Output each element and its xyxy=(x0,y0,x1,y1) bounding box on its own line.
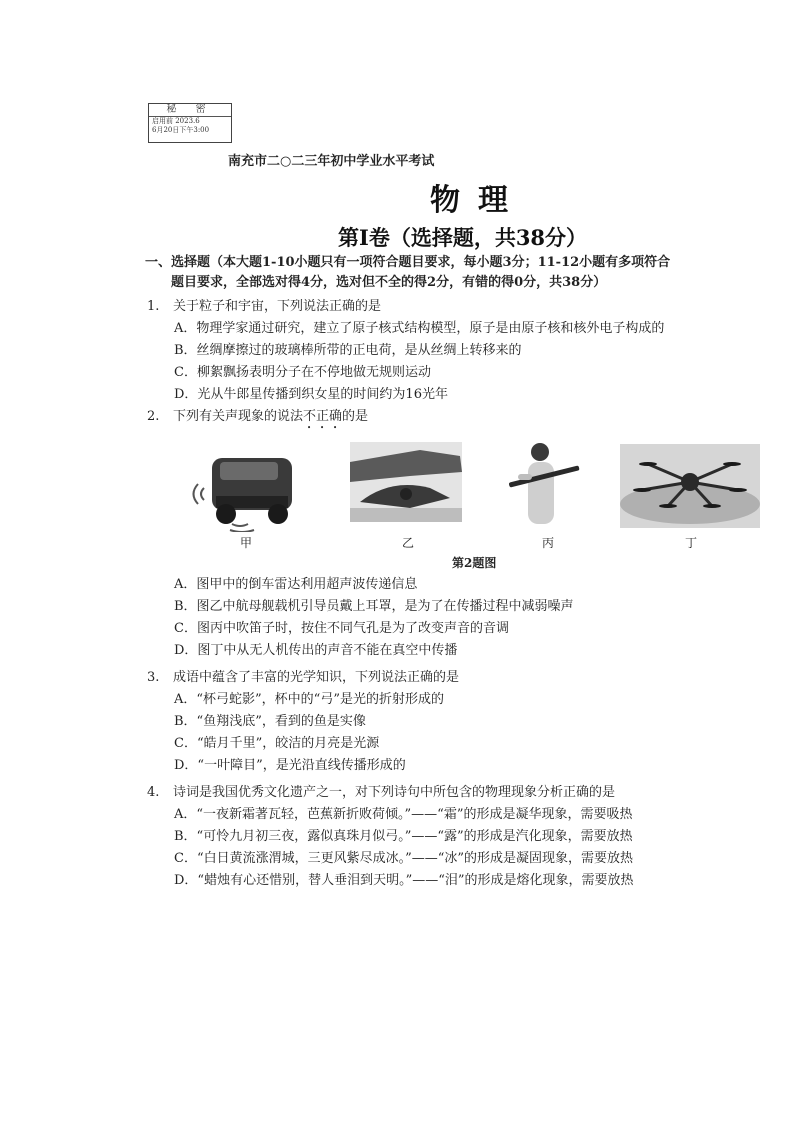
question-number: 3. xyxy=(147,670,160,685)
section-header xyxy=(145,253,790,293)
question-stem: 关于粒子和宇宙，下列说法正确的是 xyxy=(173,299,382,314)
stamp-title: 秘 密 xyxy=(149,104,231,117)
option-c: C．图丙中吹笛子时，按住不同气孔是为了改变声音的音调 xyxy=(174,621,509,636)
question-stem: 诗词是我国优秀文化遗产之一，对下列诗句中所包含的物理现象分析正确的是 xyxy=(173,785,616,800)
figure-label-yi: 乙 xyxy=(402,536,415,550)
question-number: 1. xyxy=(147,299,160,314)
option-c: C．“皓月千里”，皎洁的月亮是光源 xyxy=(174,736,380,751)
question-stem-emphasis: 不正确 xyxy=(303,409,343,424)
figure-label-jia: 甲 xyxy=(240,536,253,550)
stamp-line-1: 启用前 2023.6 xyxy=(152,117,200,125)
option-b: B．“可怜九月初三夜，露似真珠月似弓。”——“露”的形成是汽化现象，需要放热 xyxy=(174,829,633,844)
subject-title: 物理 xyxy=(430,183,526,218)
option-a: A．“杯弓蛇影”，杯中的“弓”是光的折射形成的 xyxy=(174,692,444,707)
figure-label-ding: 丁 xyxy=(685,536,698,550)
option-b: B．图乙中航母舰载机引导员戴上耳罩，是为了在传播过程中减弱噪声 xyxy=(174,599,574,614)
aircraft-carrier-image xyxy=(350,442,462,522)
exam-title: 南充市二○二三年初中学业水平考试 xyxy=(228,154,435,169)
question-1 xyxy=(147,296,787,406)
question-3 xyxy=(147,667,787,777)
option-c: C．“白日黄流涨渭城，三更风紫尽成冰。”——“冰”的形成是凝固现象，需要放热 xyxy=(174,851,634,866)
figure-label-bing: 丙 xyxy=(542,536,555,550)
question-4 xyxy=(147,782,787,892)
flute-player-image xyxy=(502,440,584,528)
question-stem: 成语中蕴含了丰富的光学知识，下列说法正确的是 xyxy=(173,670,460,685)
question-stem-pre: 下列有关声现象的说法 xyxy=(173,409,304,424)
figure-caption: 第2题图 xyxy=(452,556,497,570)
question-number: 2. xyxy=(147,409,160,424)
stamp-line-2: 6月20日下午3:00 xyxy=(152,126,210,134)
drone-image xyxy=(620,444,760,528)
option-d: D．“一叶障目”，是光沿直线传播形成的 xyxy=(174,758,406,773)
option-d: D．“蜡烛有心还惜别，替人垂泪到天明。”——“泪”的形成是熔化现象，需要放热 xyxy=(174,873,634,888)
option-a: A．“一夜新霜著瓦轻，芭蕉新折败荷倾。”——“霜”的形成是凝华现象，需要吸热 xyxy=(174,807,633,822)
question-2-figures xyxy=(190,440,790,590)
option-b: B．丝绸摩擦过的玻璃棒所带的正电荷，是从丝绸上转移来的 xyxy=(174,343,522,358)
option-d: D．光从牛郎星传播到织女星的时间约为16光年 xyxy=(174,387,448,402)
confidential-stamp xyxy=(148,103,232,143)
option-b: B．“鱼翔浅底”，看到的鱼是实像 xyxy=(174,714,366,729)
question-number: 4. xyxy=(147,785,160,800)
option-c: C．柳絮飘扬表明分子在不停地做无规则运动 xyxy=(174,365,431,380)
section-title: 一、选择题 xyxy=(145,255,211,270)
volume-title: 第Ⅰ卷（选择题，共38分） xyxy=(338,225,588,250)
section-note-line-1: （本大题1-10小题只有一项符合题目要求，每小题3分；11-12小题有多项符合 xyxy=(210,255,671,270)
option-a: A．图甲中的倒车雷达利用超声波传递信息 xyxy=(174,577,418,592)
section-note-line-2: 题目要求，全部选对得4分，选对但不全的得2分，有错的得0分，共38分） xyxy=(171,275,607,290)
question-2 xyxy=(147,406,787,432)
car-radar-image xyxy=(190,448,302,532)
question-2-options xyxy=(147,574,787,662)
question-stem-post: 的是 xyxy=(342,409,369,424)
option-a: A．物理学家通过研究，建立了原子核式结构模型，原子是由原子核和核外电子构成的 xyxy=(174,321,665,336)
option-d: D．图丁中从无人机传出的声音不能在真空中传播 xyxy=(174,643,458,658)
